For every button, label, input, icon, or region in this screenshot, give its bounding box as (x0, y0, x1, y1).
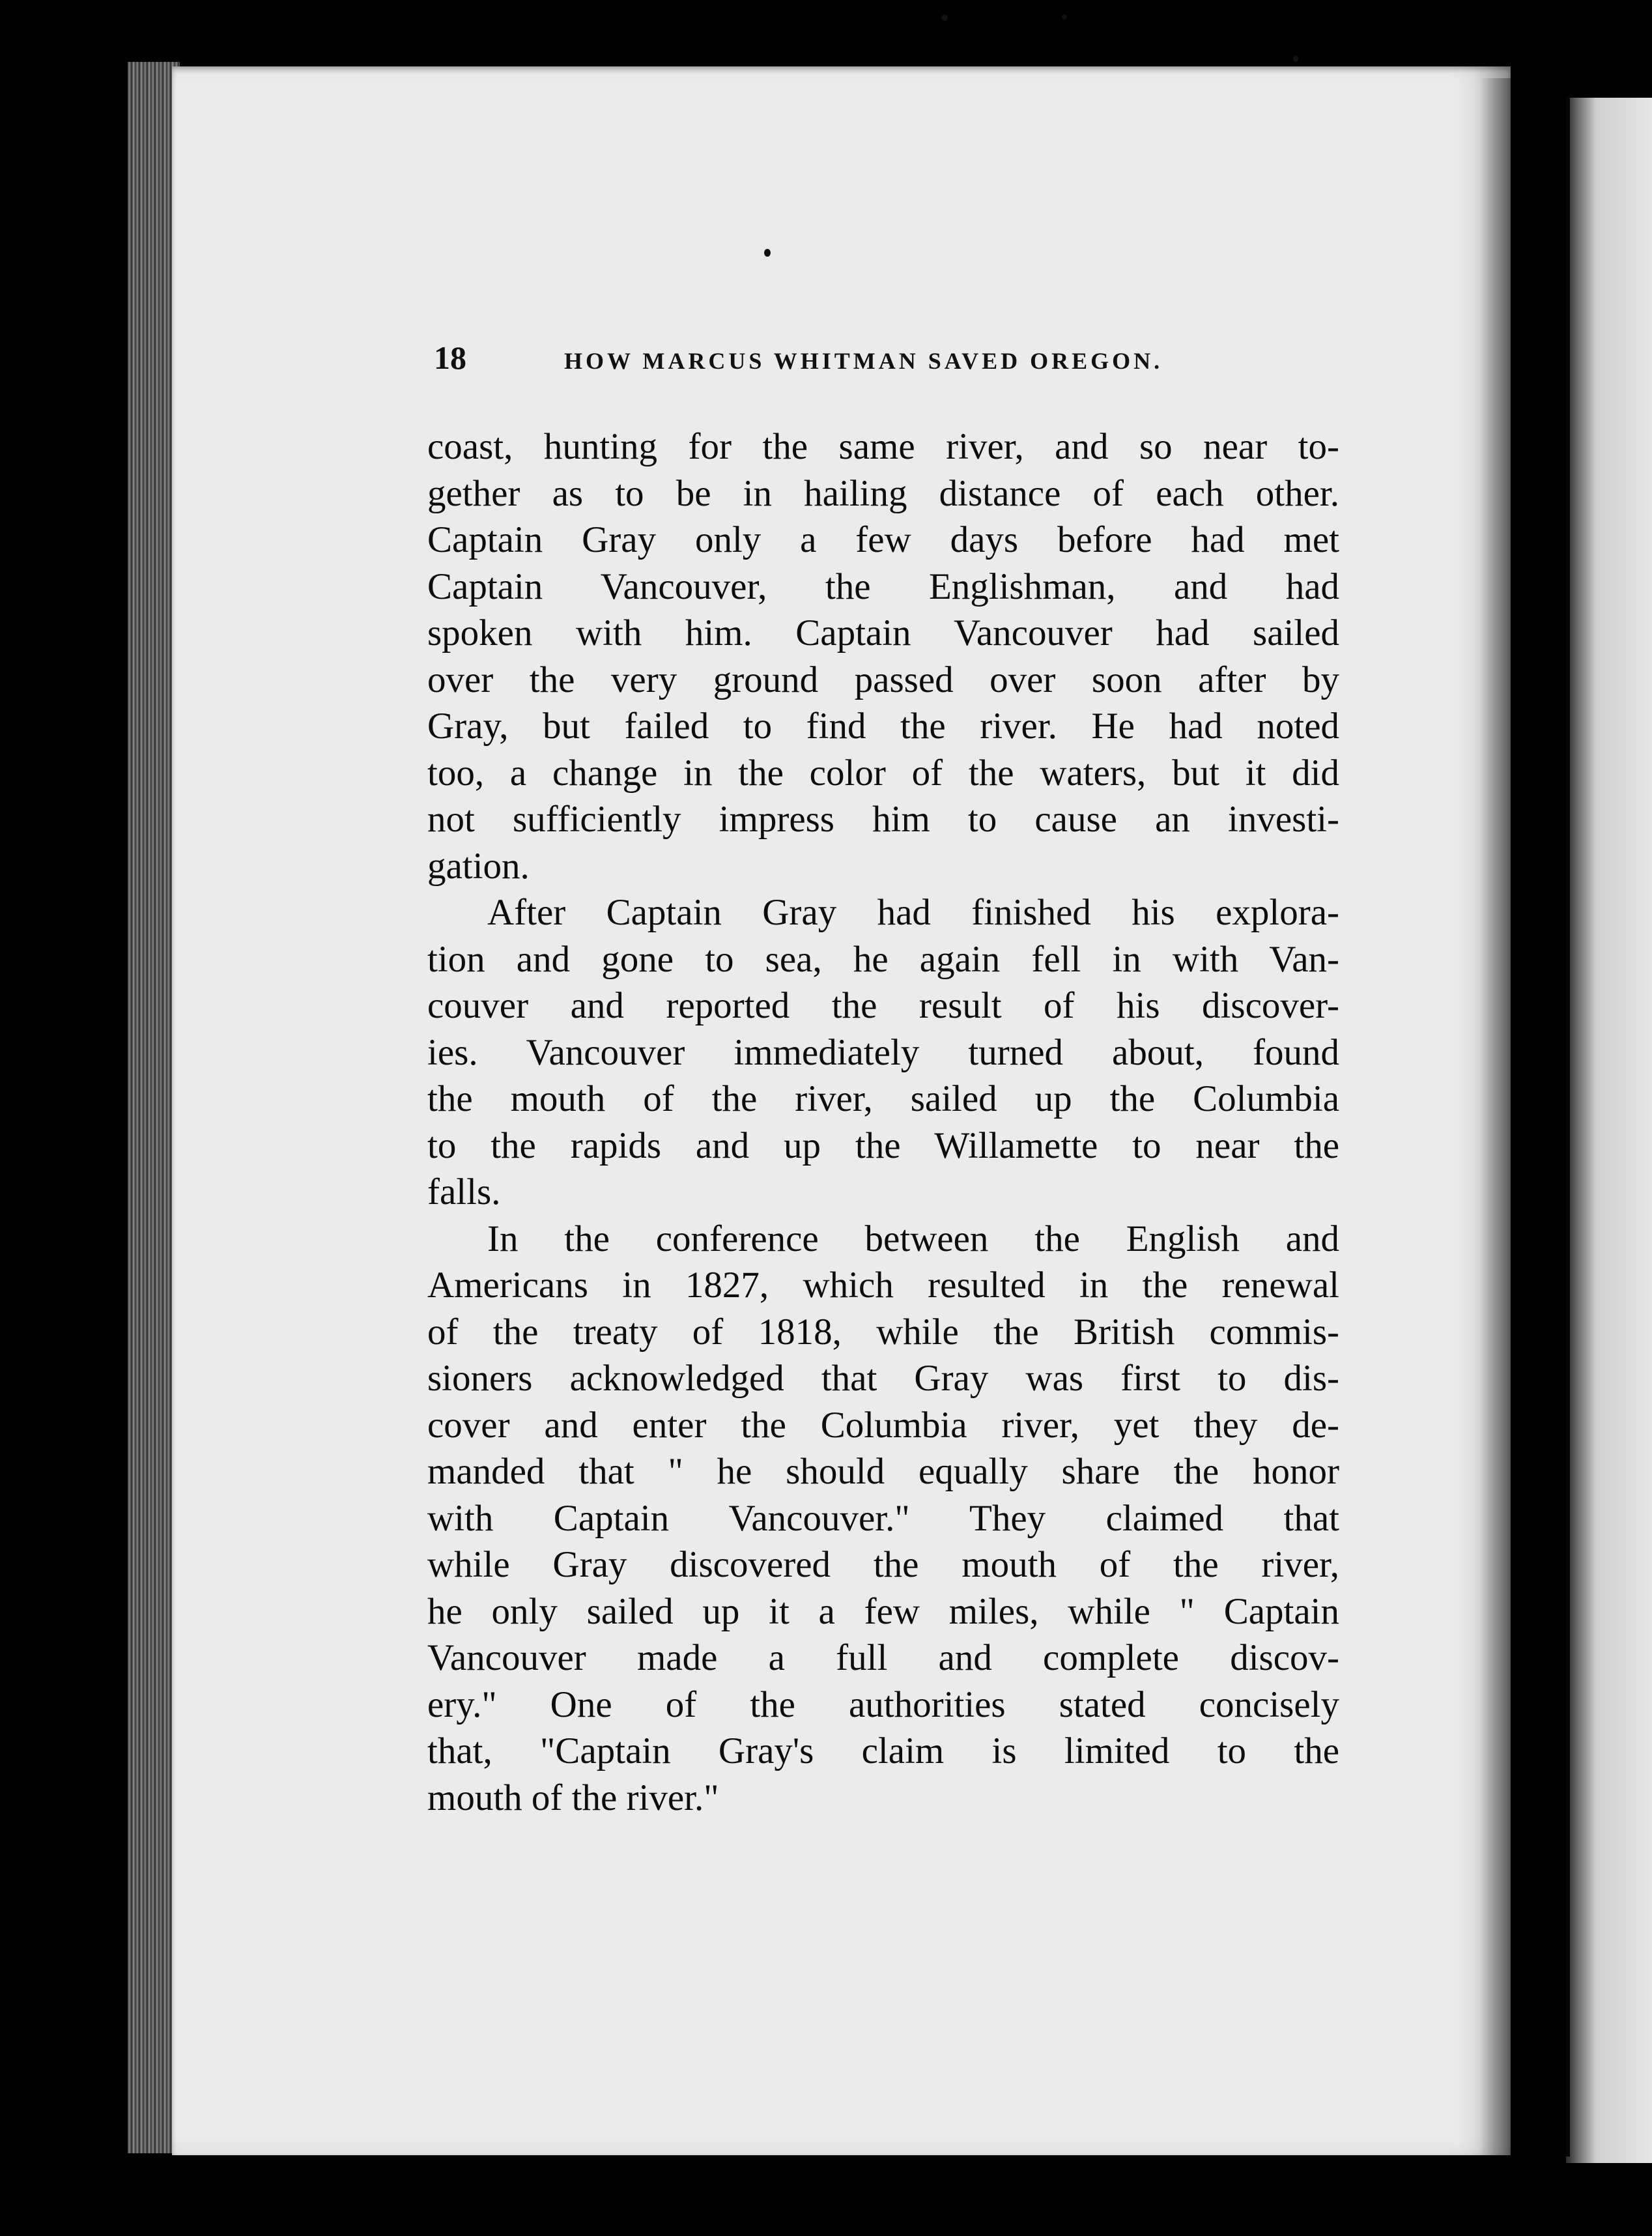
text-line: he only sailed up it a few miles, while " Captain (427, 1590, 1339, 1632)
paragraph (427, 889, 1339, 1216)
text-line: tion and gone to sea, he again fell in with Van- (427, 938, 1339, 980)
facing-page-edge (1566, 98, 1652, 2163)
text-line: couver and reported the result of his discover- (427, 985, 1339, 1026)
text-line: sioners acknowledged that Gray was first to dis- (427, 1358, 1339, 1399)
text-line: ies. Vancouver immediately turned about, found (427, 1031, 1339, 1073)
scan-speck (1062, 14, 1067, 20)
text-line: cover and enter the Columbia river, yet they de- (427, 1404, 1339, 1446)
text-line: to the rapids and up the Willamette to near the (427, 1125, 1339, 1166)
scan-speck (1293, 55, 1298, 62)
text-line: mouth of the river." (427, 1777, 719, 1818)
text-line: Gray, but failed to find the river. He had noted (427, 706, 1339, 747)
text-line: not sufficiently impress him to cause an investi- (427, 799, 1339, 840)
text-line: too, a change in the color of the waters, but it did (427, 752, 1339, 794)
text-line: In the conference between the English and (487, 1218, 1339, 1259)
text-line: the mouth of the river, sailed up the Columbia (427, 1078, 1339, 1119)
text-line: of the treaty of 1818, while the British commis- (427, 1311, 1339, 1353)
text-line: while Gray discovered the mouth of the river, (427, 1544, 1339, 1585)
text-line: coast, hunting for the same river, and so near to- (427, 426, 1339, 467)
scan-speck (764, 249, 771, 257)
text-line: spoken with him. Captain Vancouver had sailed (427, 612, 1339, 653)
text-line: with Captain Vancouver." They claimed that (427, 1497, 1339, 1539)
text-line: gation. (427, 845, 530, 887)
paragraph (427, 1216, 1339, 1822)
text-line: Captain Gray only a few days before had met (427, 519, 1339, 560)
text-line: Vancouver made a full and complete discov- (427, 1637, 1339, 1678)
scan-speck (941, 14, 948, 21)
paragraph (427, 423, 1339, 889)
page-number: 18 (434, 339, 466, 376)
running-title: HOW MARCUS WHITMAN SAVED OREGON. (564, 348, 1163, 374)
body-text (427, 423, 1339, 1821)
text-line: Americans in 1827, which resulted in the renewal (427, 1265, 1339, 1306)
gutter-shadow (1479, 78, 1570, 2157)
text-line: gether as to be in hailing distance of each other. (427, 472, 1339, 514)
text-line: ery." One of the authorities stated concisely (427, 1684, 1339, 1725)
text-line: falls. (427, 1171, 501, 1212)
text-line: over the very ground passed over soon after by (427, 659, 1339, 700)
running-head (434, 339, 1359, 377)
text-line: manded that " he should equally share the honor (427, 1451, 1339, 1492)
text-line: that, "Captain Gray's claim is limited to the (427, 1730, 1339, 1771)
text-line: After Captain Gray had finished his explora- (487, 892, 1339, 933)
text-line: Captain Vancouver, the Englishman, and had (427, 566, 1339, 607)
